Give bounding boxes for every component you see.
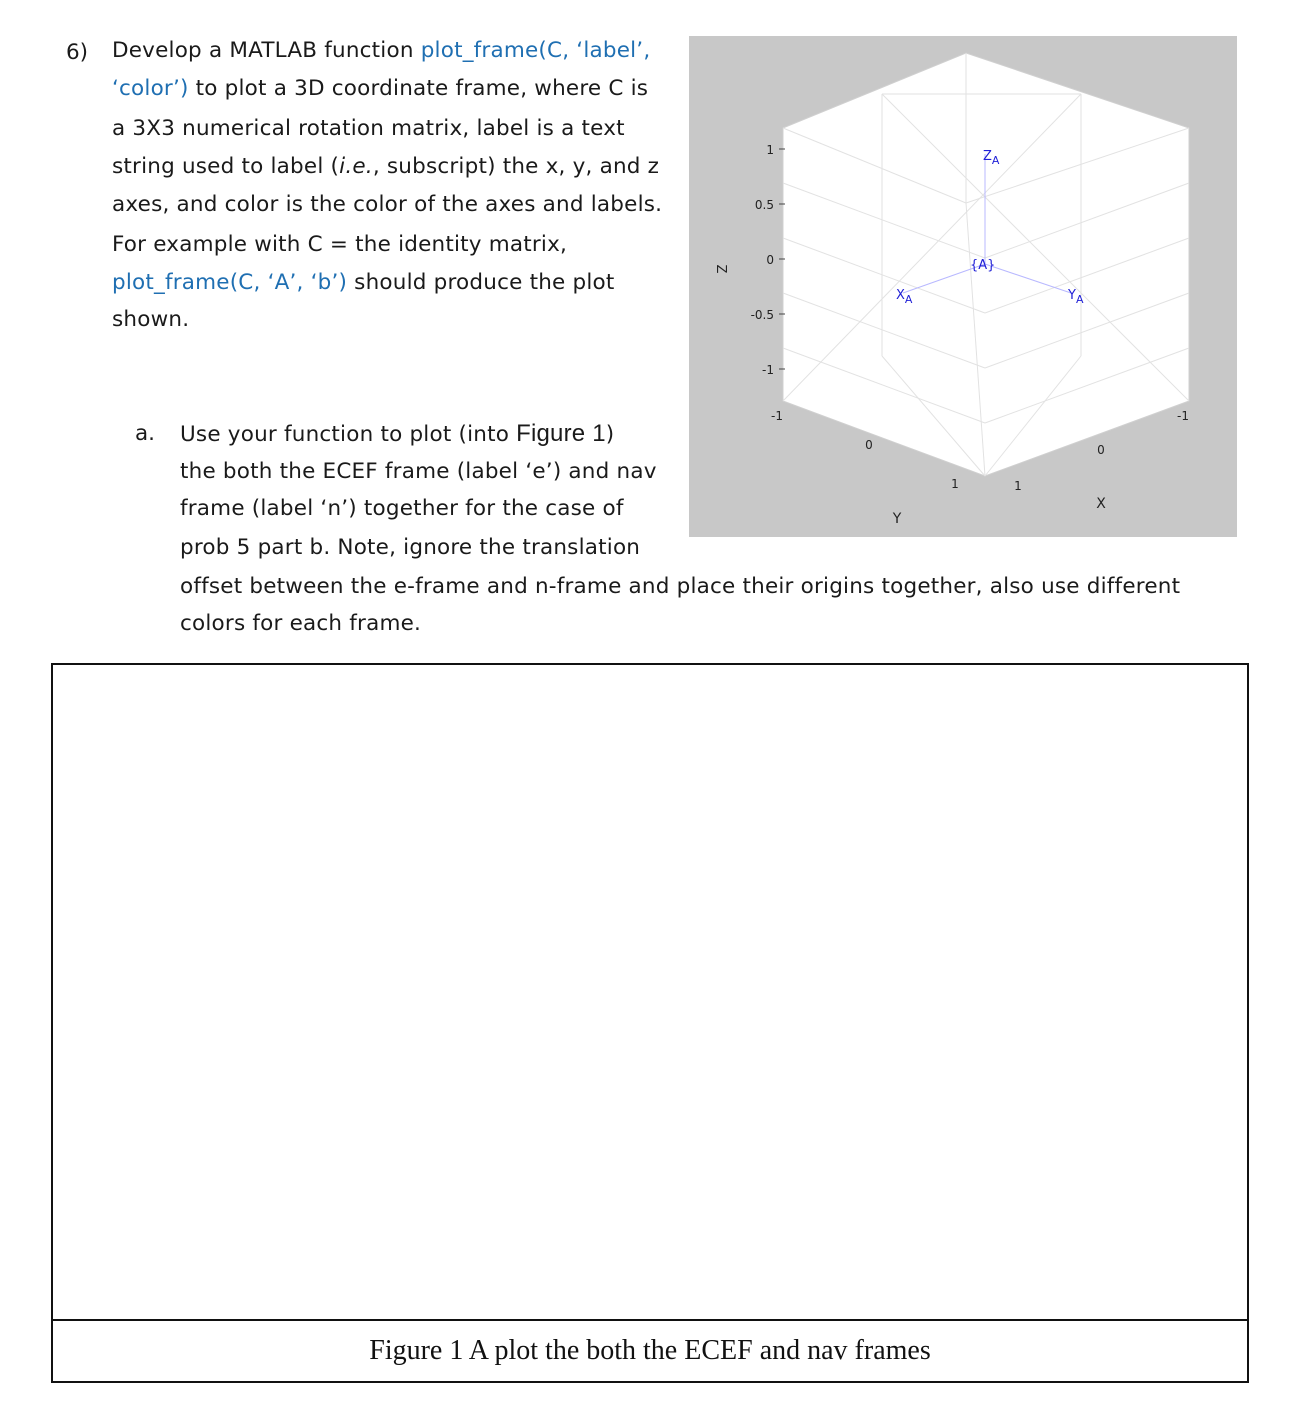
x-axis-label: X (1096, 496, 1106, 512)
text-line (180, 529, 640, 567)
text-segment: axes, and color is the color of the axes and labels. (112, 192, 663, 217)
text-line (112, 264, 615, 302)
y-axis-label: Y (892, 511, 902, 527)
x-tick-label: -1 (1177, 409, 1189, 423)
example-frame-plot (689, 36, 1237, 537)
text-segment: prob 5 part b. Note, ignore the translation (180, 535, 641, 560)
text-line (112, 32, 650, 70)
frame-y-label: $Y_A$ (1068, 288, 1084, 306)
code-snippet: plot_frame(C, ‘label’, (420, 38, 651, 63)
text-line (112, 70, 648, 108)
text-segment: i.e. (339, 154, 373, 179)
y-tick-label: 0 (865, 438, 873, 452)
frame-z-label: $Z_A$ (983, 149, 1000, 167)
frame-origin-label: {A} (970, 258, 996, 273)
text-line (180, 605, 421, 643)
figure-1-box (51, 663, 1249, 1383)
text-segment: offset between the e-frame and n-frame and place their origins together, also use different (180, 574, 1181, 599)
text-segment: a 3X3 numerical rotation matrix, label is a text (112, 116, 625, 141)
text-line (180, 453, 657, 491)
text-segment: the both the ECEF frame (label ‘e’) and nav (180, 459, 657, 484)
code-snippet: plot_frame(C, ‘A’, ‘b’) (112, 270, 348, 295)
text-segment: should produce the plot (347, 270, 615, 295)
text-segment: colors for each frame. (180, 611, 422, 636)
frame-x-label: $X_A$ (896, 288, 913, 306)
text-line (112, 301, 189, 339)
text-line (112, 110, 625, 148)
text-segment: string used to label ( (112, 154, 340, 179)
z-tick-label: 0.5 (754, 198, 774, 212)
y-tick-label: -1 (771, 409, 783, 423)
text-segment: Use your function to plot (into (180, 422, 517, 447)
text-line (180, 568, 1180, 606)
x-tick-label: 0 (1097, 443, 1105, 457)
text-segment: frame (label ‘n’) together for the case of (180, 496, 624, 521)
figure-reference: Figure 1 (516, 420, 606, 447)
figure-1-answer-area[interactable] (53, 665, 1247, 1321)
text-line (112, 226, 567, 264)
text-segment: Develop a MATLAB function (112, 38, 421, 63)
x-tick-label: 1 (1014, 479, 1022, 493)
z-tick-label: 0 (766, 253, 774, 267)
text-segment: For example with C = the identity matrix, (112, 232, 568, 257)
text-segment: shown. (112, 307, 190, 332)
text-line (112, 186, 662, 224)
figure-1-caption: Figure 1 A plot the both the ECEF and nav frames (369, 1335, 931, 1366)
y-tick-label: 1 (951, 477, 959, 491)
z-tick-label: -1 (762, 363, 774, 377)
text-line (180, 490, 624, 528)
text-segment: , subscript) the x, y, and z (372, 154, 660, 179)
code-snippet: ‘color’) (112, 76, 189, 101)
part-a-label: a. (135, 421, 156, 446)
text-segment: to plot a 3D coordinate frame, where C is (188, 76, 649, 101)
text-segment: ) (605, 422, 615, 447)
z-axis-label: Z (713, 264, 728, 274)
text-line (180, 415, 614, 454)
z-tick-label: -0.5 (750, 308, 774, 322)
z-tick-label: 1 (766, 143, 774, 157)
problem-number: 6) (66, 40, 89, 65)
text-line (112, 148, 659, 186)
